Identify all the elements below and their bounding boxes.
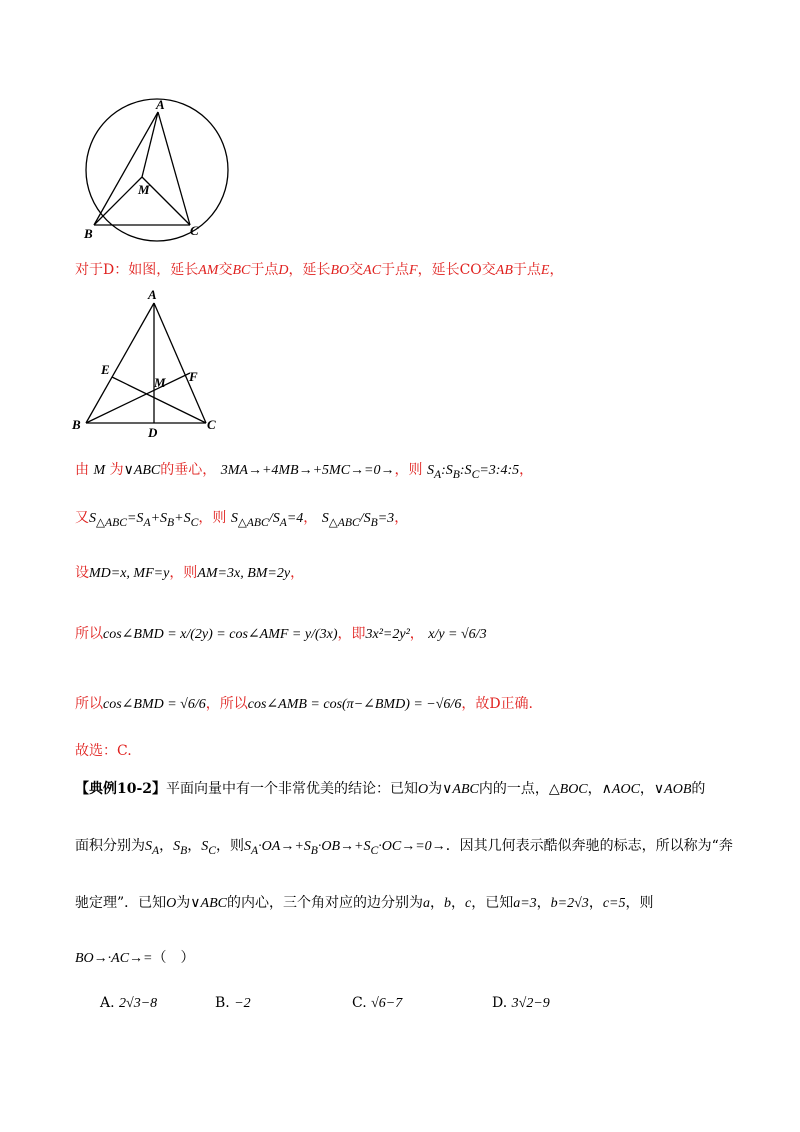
figure-triangle-cevians — [68, 285, 228, 440]
circumcircle — [86, 99, 228, 241]
solution-answer: 故选：C. — [75, 743, 132, 759]
label-b: B — [84, 226, 93, 241]
solution-line-4: 设MD=x, MF=y，则AM=3x, BM=2y， — [75, 565, 305, 581]
option-d[interactable]: D. 3√2−9 — [492, 995, 550, 1011]
label-m: M — [138, 182, 150, 197]
example-question: BO→·AC→=（ ） — [75, 950, 195, 966]
solution-line-3: 又$S_{\triangle ABC}=S_A+S_B+S_C$，则 $S_{\triangle ABC}/S_A=4$， $S_{\triangle ABC}/S_B=3$， — [75, 510, 409, 529]
label-c: C — [207, 417, 216, 432]
example-line-2: 面积分别为$S_A$，$S_B$，$S_C$，则$S_A\cdot OA\to+S_B\cdot OB\to+S_C\cdot OC\to=0\to$．因其几何表示酷似奔驰的标志，所以称为“奔 — [75, 838, 733, 857]
option-b[interactable]: B. −2 — [215, 995, 251, 1011]
label-a: A — [156, 97, 165, 112]
solution-line-6: 所以cos∠BMD = √6/6，所以cos∠AMB = cos(π−∠BMD) = −√6/6，故D正确. — [75, 696, 534, 712]
option-c[interactable]: C. √6−7 — [352, 995, 403, 1011]
example-line-3: 驰定理”．已知O为∨ABC的内心，三个角对应的边分别为a，b，c，已知a=3，b=2√3，c=5，则 — [75, 895, 654, 911]
label-c: C — [190, 223, 199, 238]
example-intro: 【典例10-2】平面向量中有一个非常优美的结论：已知O为∨ABC内的一点，△BOC，∧AOC，∨AOB的 — [75, 781, 706, 797]
example-tag: 【典例10-2】 — [75, 781, 167, 797]
option-a[interactable]: A. 2√3−8 — [100, 995, 158, 1011]
label-b: B — [72, 417, 81, 432]
label-m: M — [154, 375, 166, 390]
triangle-abc — [94, 112, 190, 225]
label-d: D — [148, 425, 158, 440]
label-a: A — [148, 287, 157, 302]
label-f: F — [189, 369, 198, 384]
figure-circumcircle — [60, 95, 260, 245]
solution-line-5: 所以cos∠BMD = x/(2y) = cos∠AMF = y/(3x)，即3x²=2y²， x/y = √6/3 — [75, 626, 487, 642]
label-e: E — [101, 362, 110, 377]
solution-line-1: 对于D：如图，延长AM交BC于点D，延长BO交AC于点F，延长CO交AB于点E， — [75, 262, 564, 278]
solution-line-2: 由 M 为∨ABC的垂心， 3MA→+4MB→+5MC→=0→，则 $S_A:S_B:S_C=3:4:5$， — [75, 462, 534, 481]
